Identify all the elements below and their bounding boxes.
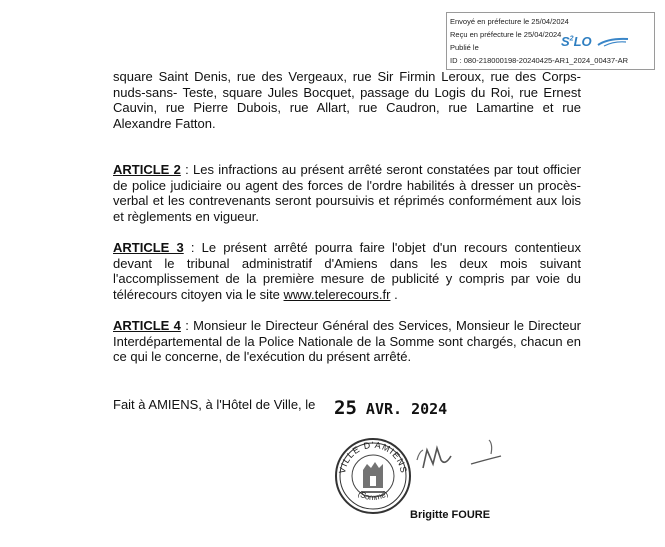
article-3-text: : Le présent arrêté pourra faire l'objet d'un recours contentieux devant le tribunal administratif d'Amiens dans les deux mois suivant l'accomplissement de la première mesure de publicité y compris par voie du télérecours citoyen via le site [113,240,582,302]
city-seal-stamp [333,434,413,516]
article-3-label: ARTICLE 3 [113,240,184,255]
sent-date: Envoyé en préfecture le 25/04/2024 [450,17,569,26]
svg-text:(Somme) [356,489,389,502]
received-date: Reçu en préfecture le 25/04/2024 [450,30,562,39]
article-2 [113,162,581,224]
slo-logo: $S^2LO$ [561,34,592,49]
act-id: ID : 080-218000198-20240425-AR1_2024_00437-AR [450,56,629,65]
published-date: Publié le [450,43,479,52]
date-day: 25 [334,397,357,419]
seal-city-name: VILLE D'AMIENS [337,439,409,475]
telerecours-link[interactable]: www.telerecours.fr [283,286,391,302]
slo-swoosh-icon [596,36,630,48]
article-2-label: ARTICLE 2 [113,162,181,177]
seal-department: (Somme) [356,489,390,503]
article-4-label: ARTICLE 4 [113,318,181,333]
signer-name: Brigitte FOURE [410,509,491,521]
signature-place: Fait à AMIENS, à l'Hôtel de Ville, le [113,397,316,412]
date-stamp [334,397,447,419]
handwritten-signature [405,430,505,476]
article-2-text: : Les infractions au présent arrêté seront constatées par tout officier de police judiciaire ou agent des forces de l'ordre habilités à dresser un procès-verbal et les contrevenants seront poursuivis et réprimés conformément aux lois et règlements en vigueur. [113,162,581,224]
article-4-text: : Monsieur le Directeur Général des Services, Monsieur le Directeur Interdépartemental de la Police Nationale de la Somme sont chargés, chacun en ce qui le concerne, de l'exécution du présent arrêté. [113,318,582,364]
article-3 [113,240,581,302]
seal-emblem-icon [361,462,385,492]
date-month-year: AVR. 2024 [356,400,448,418]
article-3-end: . [390,286,398,302]
article-4 [113,318,581,365]
street-list-paragraph: square Saint Denis, rue des Vergeaux, rue Sir Firmin Leroux, rue des Corps-nuds-sans- Teste, square Jules Bocquet, passage du Logis du Roi, rue Ernest Cauvin, rue Pierre Dubois, rue Allart, rue Caudron, rue Lamartine et rue Alexandre Fatton. [113,69,581,131]
